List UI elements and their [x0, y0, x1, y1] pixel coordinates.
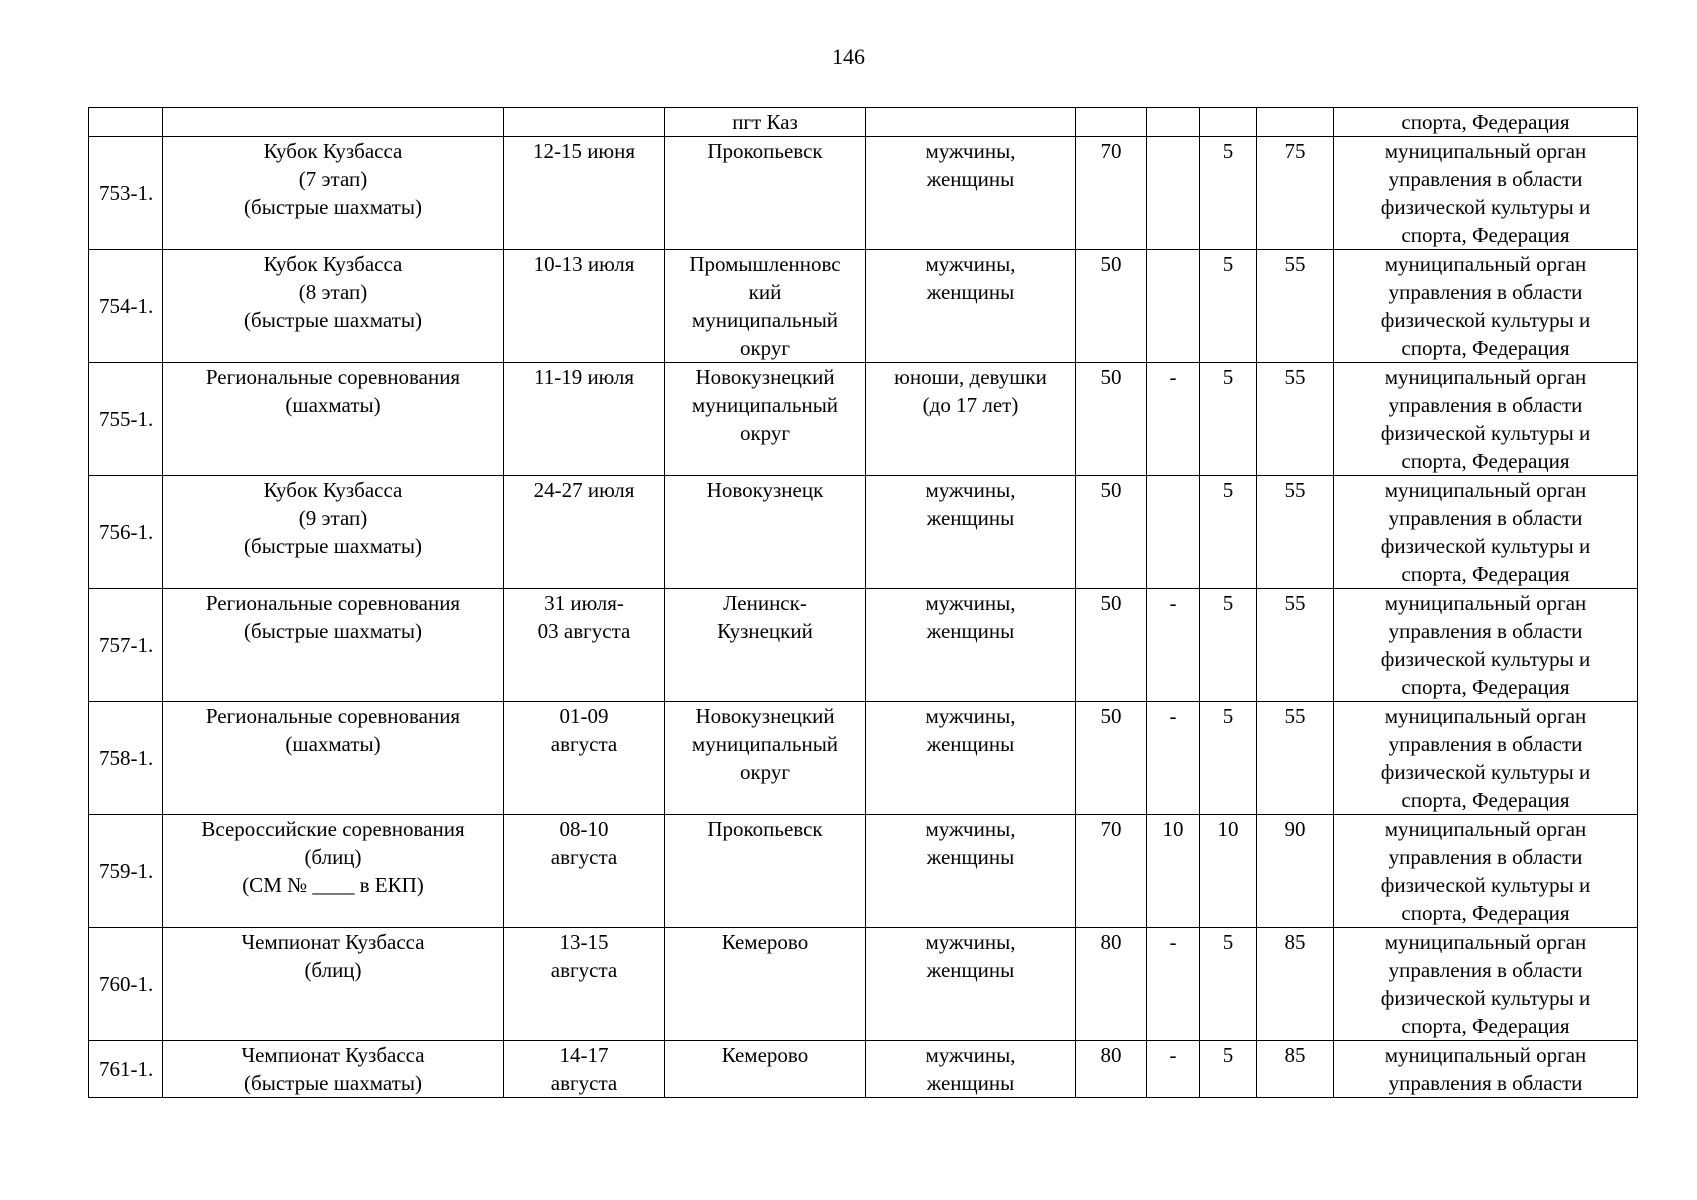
event-dates: 24-27 июля: [504, 476, 665, 589]
event-dates: 01-09 августа: [504, 702, 665, 815]
table-row: [89, 363, 1638, 476]
event-organizer: муниципальный орган управления в области: [1334, 1041, 1638, 1098]
count-col-3: 5: [1200, 250, 1257, 363]
event-participants: мужчины, женщины: [866, 928, 1076, 1041]
event-organizer: муниципальный орган управления в области физической культуры и спорта, Федерация: [1334, 702, 1638, 815]
event-dates: 13-15 августа: [504, 928, 665, 1041]
count-total: 55: [1257, 589, 1334, 702]
count-col-1: 50: [1076, 476, 1147, 589]
count-total: 75: [1257, 137, 1334, 250]
count-col-3: 5: [1200, 476, 1257, 589]
event-participants: мужчины, женщины: [866, 137, 1076, 250]
event-dates: 11-19 июля: [504, 363, 665, 476]
event-name: Чемпионат Кузбасса (блиц): [163, 928, 504, 1041]
continuation-row: [89, 108, 1638, 137]
count-col-3: 5: [1200, 589, 1257, 702]
count-col-2: -: [1147, 589, 1200, 702]
count-total: 85: [1257, 928, 1334, 1041]
table-row: [89, 815, 1638, 928]
event-name: Региональные соревнования (быстрые шахматы): [163, 589, 504, 702]
event-organizer: муниципальный орган управления в области физической культуры и спорта, Федерация: [1334, 137, 1638, 250]
row-number: 760-1.: [89, 928, 163, 1041]
event-name: Чемпионат Кузбасса (быстрые шахматы): [163, 1041, 504, 1098]
event-place: Новокузнецкий муниципальный округ: [665, 363, 866, 476]
count-col-2: [1147, 476, 1200, 589]
event-dates: 14-17 августа: [504, 1041, 665, 1098]
count-col-1: 80: [1076, 928, 1147, 1041]
event-place: Промышленновс кий муниципальный округ: [665, 250, 866, 363]
event-place: Новокузнецкий муниципальный округ: [665, 702, 866, 815]
count-col-3: 5: [1200, 702, 1257, 815]
event-place: Новокузнецк: [665, 476, 866, 589]
count-col-2: -: [1147, 1041, 1200, 1098]
count-col-2: -: [1147, 928, 1200, 1041]
event-place: Ленинск- Кузнецкий: [665, 589, 866, 702]
table-row: [89, 928, 1638, 1041]
row-number: 761-1.: [89, 1041, 163, 1098]
count-col-2: [1147, 250, 1200, 363]
competition-schedule-table: [88, 107, 1638, 1098]
count-total: [1257, 108, 1334, 137]
count-col-2: [1147, 137, 1200, 250]
event-participants: юноши, девушки (до 17 лет): [866, 363, 1076, 476]
event-organizer: муниципальный орган управления в области физической культуры и спорта, Федерация: [1334, 476, 1638, 589]
row-number: 754-1.: [89, 250, 163, 363]
event-participants: мужчины, женщины: [866, 702, 1076, 815]
table-row: [89, 589, 1638, 702]
event-place: Кемерово: [665, 1041, 866, 1098]
table-row: [89, 250, 1638, 363]
event-organizer: муниципальный орган управления в области физической культуры и спорта, Федерация: [1334, 589, 1638, 702]
count-col-3: 10: [1200, 815, 1257, 928]
count-col-1: 50: [1076, 702, 1147, 815]
row-number: 755-1.: [89, 363, 163, 476]
row-number: 759-1.: [89, 815, 163, 928]
event-participants: мужчины, женщины: [866, 815, 1076, 928]
table-row: [89, 137, 1638, 250]
table-row: [89, 476, 1638, 589]
count-total: 55: [1257, 476, 1334, 589]
event-name: Кубок Кузбасса (9 этап) (быстрые шахматы): [163, 476, 504, 589]
count-col-2: -: [1147, 363, 1200, 476]
count-col-3: 5: [1200, 363, 1257, 476]
count-col-3: 5: [1200, 928, 1257, 1041]
event-name: Кубок Кузбасса (8 этап) (быстрые шахматы): [163, 250, 504, 363]
count-col-3: [1200, 108, 1257, 137]
event-organizer: муниципальный орган управления в области физической культуры и спорта, Федерация: [1334, 928, 1638, 1041]
count-col-1: 70: [1076, 137, 1147, 250]
event-dates: [504, 108, 665, 137]
count-col-1: 50: [1076, 589, 1147, 702]
event-dates: 08-10 августа: [504, 815, 665, 928]
row-number: 757-1.: [89, 589, 163, 702]
row-number: 756-1.: [89, 476, 163, 589]
event-dates: 10-13 июля: [504, 250, 665, 363]
event-participants: мужчины, женщины: [866, 476, 1076, 589]
table-row: [89, 1041, 1638, 1098]
row-number: 758-1.: [89, 702, 163, 815]
event-organizer: муниципальный орган управления в области физической культуры и спорта, Федерация: [1334, 815, 1638, 928]
event-organizer: муниципальный орган управления в области физической культуры и спорта, Федерация: [1334, 250, 1638, 363]
count-col-1: 50: [1076, 250, 1147, 363]
event-name: [163, 108, 504, 137]
event-place: Прокопьевск: [665, 137, 866, 250]
count-col-1: 50: [1076, 363, 1147, 476]
table-row: [89, 702, 1638, 815]
page-number: 146: [832, 44, 865, 69]
count-col-3: 5: [1200, 137, 1257, 250]
event-participants: мужчины, женщины: [866, 589, 1076, 702]
count-col-2: 10: [1147, 815, 1200, 928]
count-total: 55: [1257, 363, 1334, 476]
count-total: 55: [1257, 250, 1334, 363]
row-number: [89, 108, 163, 137]
event-organizer: спорта, Федерация: [1334, 108, 1638, 137]
event-place: пгт Каз: [665, 108, 866, 137]
count-col-2: [1147, 108, 1200, 137]
event-participants: мужчины, женщины: [866, 1041, 1076, 1098]
count-col-3: 5: [1200, 1041, 1257, 1098]
event-participants: мужчины, женщины: [866, 250, 1076, 363]
event-name: Региональные соревнования (шахматы): [163, 363, 504, 476]
event-dates: 31 июля- 03 августа: [504, 589, 665, 702]
event-name: Кубок Кузбасса (7 этап) (быстрые шахматы): [163, 137, 504, 250]
count-col-1: 70: [1076, 815, 1147, 928]
count-total: 85: [1257, 1041, 1334, 1098]
count-total: 90: [1257, 815, 1334, 928]
row-number: 753-1.: [89, 137, 163, 250]
event-organizer: муниципальный орган управления в области физической культуры и спорта, Федерация: [1334, 363, 1638, 476]
event-place: Прокопьевск: [665, 815, 866, 928]
count-col-1: 80: [1076, 1041, 1147, 1098]
event-dates: 12-15 июня: [504, 137, 665, 250]
event-name: Региональные соревнования (шахматы): [163, 702, 504, 815]
event-name: Всероссийские соревнования (блиц) (СМ № ____ в ЕКП): [163, 815, 504, 928]
event-participants: [866, 108, 1076, 137]
count-total: 55: [1257, 702, 1334, 815]
count-col-1: [1076, 108, 1147, 137]
count-col-2: -: [1147, 702, 1200, 815]
event-place: Кемерово: [665, 928, 866, 1041]
